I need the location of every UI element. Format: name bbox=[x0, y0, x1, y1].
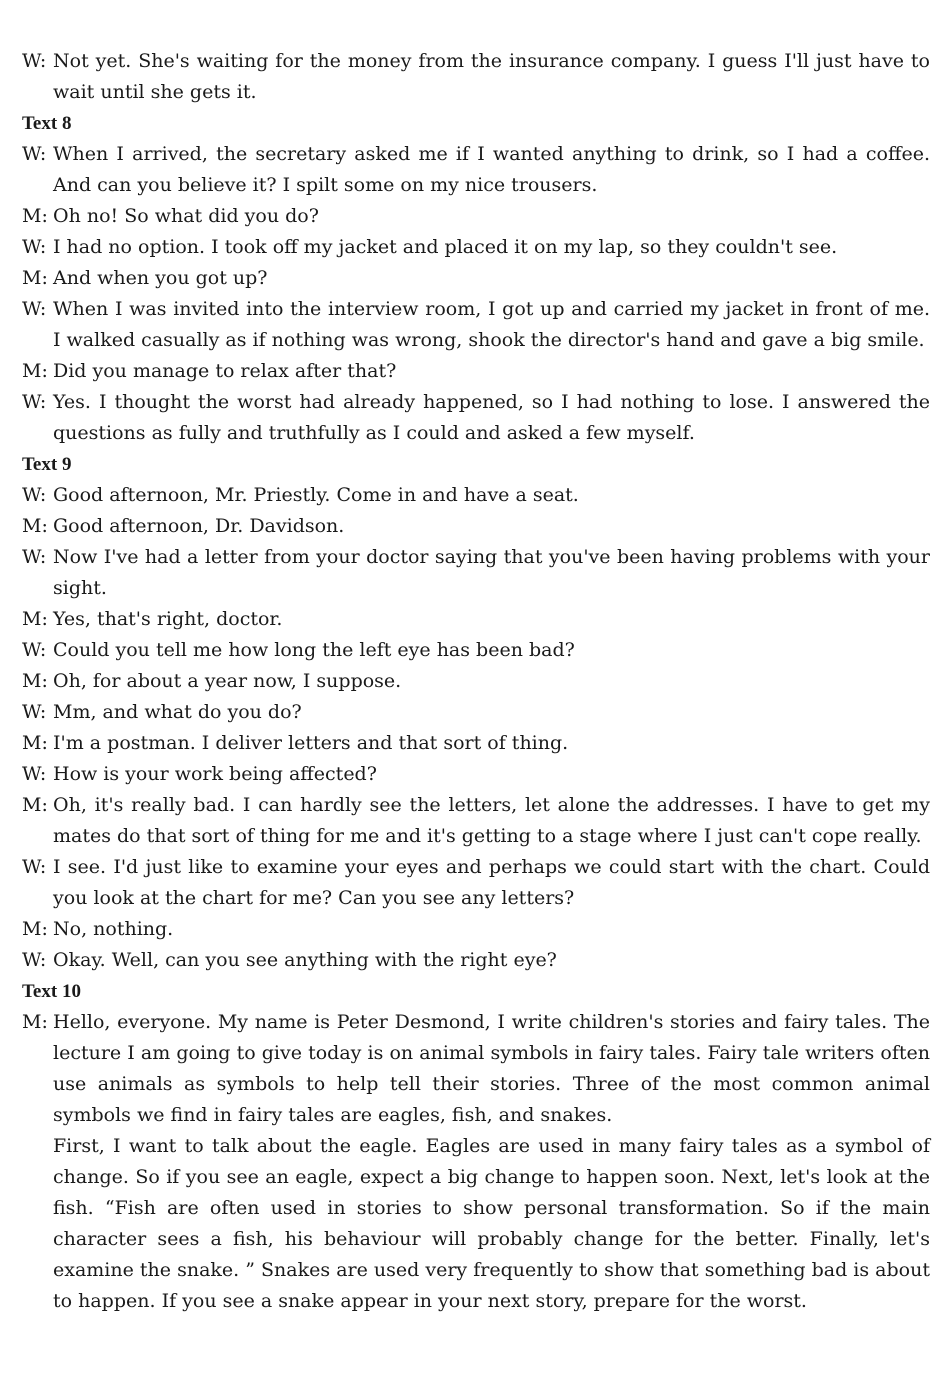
speech-text: Hello, everyone. My name is Peter Desmond, I write children's stories and fairy tales. The lecture I am going to give today is on animal symbols in fairy tales. Fairy tale writers often use animals as symbols to help tell their stories. Three of the most common animal symbols we find in fairy tales are eagles, fish, and snakes. bbox=[53, 1011, 930, 1126]
speech-text: How is your work being affected? bbox=[53, 763, 377, 785]
speech-w-no-option bbox=[22, 232, 930, 263]
speaker-label: W: bbox=[22, 949, 47, 971]
speech-text: Good afternoon, Dr. Davidson. bbox=[53, 515, 345, 537]
speech-text: Yes, that's right, doctor. bbox=[53, 608, 283, 630]
speaker-label: W: bbox=[22, 236, 47, 258]
speaker-label: W: bbox=[22, 546, 47, 568]
speech-m-nothing bbox=[22, 914, 930, 945]
speaker-label: W: bbox=[22, 50, 47, 72]
transcript-page bbox=[22, 46, 930, 1317]
speech-text: Yes. I thought the worst had already happened, so I had nothing to lose. I answered the questions as fully and truthfully as I could and asked a few myself. bbox=[53, 391, 930, 444]
speech-m-really-bad bbox=[22, 790, 930, 852]
speaker-label: M: bbox=[22, 670, 48, 692]
speech-m-got-up bbox=[22, 263, 930, 294]
lecture-paragraph: First, I want to talk about the eagle. Eagles are used in many fairy tales as a symbol of change. So if you see an eagle, expect a big change to happen soon. Next, let's look at the fish. “Fish are often used in stories to show personal transformation. So if the main character sees a fish, his behaviour will probably change for the better. Finally, let's examine the snake. ” Snakes are used very frequently to show that something bad is about to happen. If you see a snake appear in your next story, prepare for the worst. bbox=[53, 1135, 930, 1312]
speech-text: Okay. Well, can you see anything with the right eye? bbox=[53, 949, 557, 971]
speech-m-postman bbox=[22, 728, 930, 759]
speech-text: Good afternoon, Mr. Priestly. Come in and have a seat. bbox=[53, 484, 579, 506]
speaker-label: W: bbox=[22, 856, 47, 878]
speech-w-letter bbox=[22, 542, 930, 604]
speech-text: Oh no! So what did you do? bbox=[53, 205, 319, 227]
speech-m-year bbox=[22, 666, 930, 697]
speech-text: And when you got up? bbox=[53, 267, 268, 289]
speech-text: I'm a postman. I deliver letters and that sort of thing. bbox=[53, 732, 569, 754]
speech-text: Not yet. She's waiting for the money from the insurance company. I guess I'll just have to wait until she gets it. bbox=[53, 50, 930, 103]
speaker-label: W: bbox=[22, 763, 47, 785]
speech-text: Oh, it's really bad. I can hardly see the letters, let alone the addresses. I have to get my mates do that sort of thing for me and it's getting to a stage where I just can't cope really. bbox=[53, 794, 930, 847]
speech-text: Did you manage to relax after that? bbox=[53, 360, 397, 382]
speech-text: No, nothing. bbox=[53, 918, 174, 940]
speech-m-good-afternoon bbox=[22, 511, 930, 542]
speech-text: Now I've had a letter from your doctor saying that you've been having problems with your sight. bbox=[53, 546, 930, 599]
speech-m-oh-no bbox=[22, 201, 930, 232]
speaker-label: W: bbox=[22, 701, 47, 723]
speech-w-good-afternoon bbox=[22, 480, 930, 511]
speaker-label: W: bbox=[22, 143, 47, 165]
speech-text: When I was invited into the interview room, I got up and carried my jacket in front of me. I walked casually as if nothing was wrong, shook the director's hand and gave a big smile. bbox=[53, 298, 930, 351]
speech-text: Oh, for about a year now, I suppose. bbox=[53, 670, 402, 692]
speech-m-relax bbox=[22, 356, 930, 387]
speech-text: Could you tell me how long the left eye has been bad? bbox=[53, 639, 575, 661]
speaker-label: W: bbox=[22, 298, 47, 320]
speech-w-arrived bbox=[22, 139, 930, 201]
speech-w-left-eye bbox=[22, 635, 930, 666]
speaker-label: W: bbox=[22, 391, 47, 413]
speaker-label: M: bbox=[22, 1011, 48, 1033]
heading-text-8: Text 8 bbox=[22, 113, 72, 134]
speech-w-insurance bbox=[22, 46, 930, 108]
speech-text: Mm, and what do you do? bbox=[53, 701, 302, 723]
speech-text: When I arrived, the secretary asked me if I wanted anything to drink, so I had a coffee. And can you believe it? I spilt some on my nice trousers. bbox=[53, 143, 930, 196]
speech-m-right-doctor bbox=[22, 604, 930, 635]
heading-text-10: Text 10 bbox=[22, 981, 81, 1002]
speaker-label: M: bbox=[22, 608, 48, 630]
heading-text-9: Text 9 bbox=[22, 454, 72, 475]
speech-w-work-affected bbox=[22, 759, 930, 790]
speaker-label: M: bbox=[22, 515, 48, 537]
speaker-label: W: bbox=[22, 484, 47, 506]
speaker-label: M: bbox=[22, 794, 48, 816]
speaker-label: M: bbox=[22, 360, 48, 382]
speaker-label: M: bbox=[22, 732, 48, 754]
speech-w-chart bbox=[22, 852, 930, 914]
speech-w-what-do-you-do bbox=[22, 697, 930, 728]
speaker-label: M: bbox=[22, 205, 48, 227]
speaker-label: M: bbox=[22, 918, 48, 940]
speaker-label: M: bbox=[22, 267, 48, 289]
speech-text: I had no option. I took off my jacket and placed it on my lap, so they couldn't see. bbox=[53, 236, 838, 258]
speech-w-worst-happened bbox=[22, 387, 930, 449]
speech-text: I see. I'd just like to examine your eyes and perhaps we could start with the chart. Could you look at the chart for me? Can you see any letters? bbox=[53, 856, 930, 909]
speech-w-right-eye bbox=[22, 945, 930, 976]
speech-m-lecture-intro bbox=[22, 1007, 930, 1131]
speech-w-interview-room bbox=[22, 294, 930, 356]
speaker-label: W: bbox=[22, 639, 47, 661]
